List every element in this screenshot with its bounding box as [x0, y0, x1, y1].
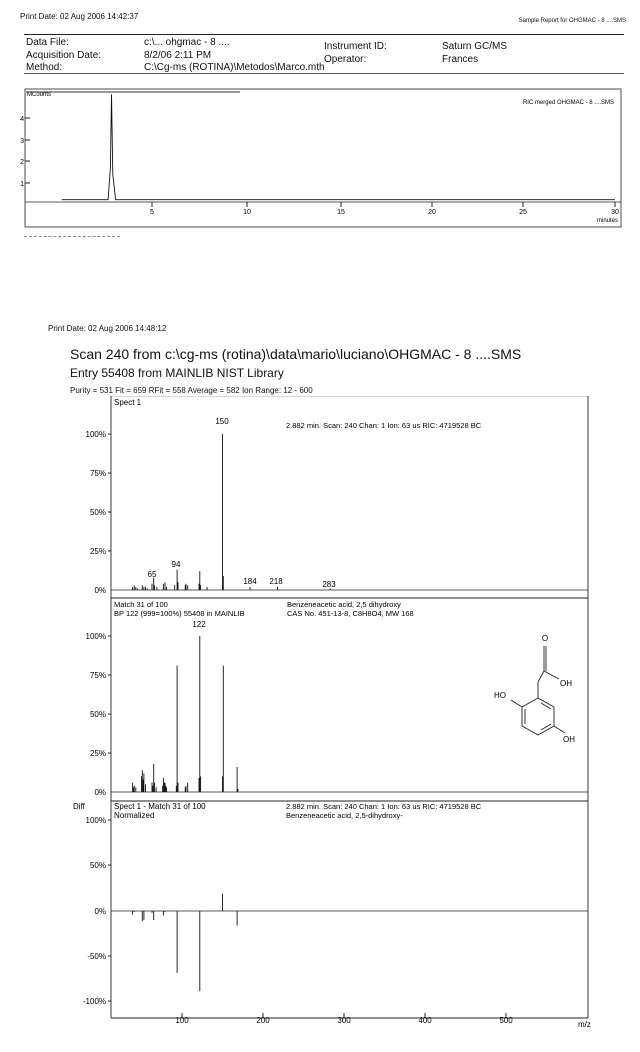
p1-peak-65: 65: [147, 570, 157, 579]
p2-y-75: 75%: [89, 671, 106, 680]
match-stats: Purity = 531 Fit = 659 RFit = 558 Average = 582 Ion Range: 12 - 600: [70, 386, 313, 395]
x-tick-30: 30: [611, 209, 619, 216]
print-date-2: Print Date: 02 Aug 2006 14:48:12: [48, 324, 167, 333]
x-tick-200: 200: [256, 1016, 270, 1025]
p1-peak-184: 184: [243, 577, 257, 586]
data-file-value: c:\... ohgmac - 8 ....: [144, 37, 230, 48]
p2-peak-122: 122: [192, 620, 206, 629]
chromatogram-y-unit: MCounts: [27, 92, 52, 98]
panel2-y-axis: [86, 632, 111, 797]
struct-oh-ring: OH: [563, 735, 575, 744]
header-rule-top: [24, 34, 624, 35]
footer-mark: [24, 236, 120, 238]
p1-peak-218: 218: [269, 577, 283, 586]
p2-y-25: 25%: [89, 749, 106, 758]
instrument-value: Saturn GC/MS: [442, 41, 508, 52]
panel3-compound: Benzeneacetic acid, 2,5-dihydroxy-: [286, 811, 403, 820]
chromatogram-legend: RIC merged OHGMAC - 8 ....SMS: [522, 100, 614, 106]
x-tick-500: 500: [499, 1016, 513, 1025]
x-unit-mz: m/z: [578, 1020, 591, 1029]
panel3-scan-info: 2.882 min. Scan: 240 Chan: 1 Ion: 63 us RIC: 4719528 BC: [286, 802, 482, 811]
panel3-label1: Spect 1 - Match 31 of 100: [114, 802, 206, 811]
chromatogram-x-unit: minutes: [596, 218, 618, 224]
p3-y-100: 100%: [85, 816, 106, 825]
panel3-y-axis: [83, 816, 111, 1006]
method-value: C:\Cg-ms (ROTINA)\Metodos\Marco.mth: [144, 62, 325, 73]
spectra-panels: [70, 396, 592, 1036]
method-label: Method:: [26, 62, 63, 73]
panel1-scan-info: 2.882 min. Scan: 240 Chan: 1 Ion: 63 us RIC: 4719528 BC: [286, 421, 482, 430]
x-tick-25: 25: [519, 209, 527, 216]
panel1-label: Spect 1: [114, 398, 142, 407]
x-tick-100: 100: [175, 1016, 189, 1025]
p3-y-50: 50%: [89, 861, 106, 870]
p1-y-75: 75%: [89, 469, 106, 478]
operator-label: Operator:: [324, 54, 367, 65]
x-tick-15: 15: [337, 209, 345, 216]
chromatogram-x-ticks: [150, 202, 619, 216]
p3-y-0: 0%: [94, 907, 106, 916]
acq-date-value: 8/2/06 2:11 PM: [144, 50, 212, 61]
acq-date-label: Acquisition Date:: [26, 50, 102, 61]
struct-ho: HO: [494, 691, 506, 700]
p2-y-100: 100%: [85, 632, 106, 641]
panel3-bars: [133, 894, 238, 991]
molecule-structure: [511, 646, 565, 735]
p1-peak-94: 94: [171, 560, 181, 569]
struct-o: O: [541, 634, 549, 643]
panel3-diff: Diff: [73, 802, 85, 811]
p1-y-50: 50%: [89, 508, 106, 517]
panel2-match: Match 31 of 100: [114, 600, 168, 609]
chromatogram-trace: [62, 94, 615, 199]
struct-oh-acid: OH: [560, 679, 572, 688]
panel2-bp: BP 122 (999=100%) 55408 in MAINLIB: [114, 609, 245, 618]
panel1-bars: [133, 434, 331, 590]
p1-peak-150: 150: [215, 417, 229, 426]
panel2-cas: CAS No. 451-13-8, C8H8O4, MW 168: [287, 609, 414, 618]
panel2-compound: Benzeneacetic acid, 2,5 dihydroxy: [287, 600, 401, 609]
x-tick-400: 400: [418, 1016, 432, 1025]
y-tick-2: 2: [20, 159, 24, 166]
instrument-label: Instrument ID:: [324, 41, 387, 52]
p1-y-0: 0%: [94, 586, 106, 595]
p1-y-100: 100%: [85, 430, 106, 439]
data-file-label: Data File:: [26, 37, 69, 48]
scan-title: Scan 240 from c:\cg-ms (rotina)\data\mario\luciano\OHGMAC - 8 ....SMS: [70, 346, 522, 362]
operator-value: Frances: [442, 54, 479, 63]
panel1-y-axis: [86, 430, 111, 595]
y-tick-3: 3: [20, 138, 24, 145]
header-rule-bottom: [24, 73, 624, 74]
print-date-1: Print Date: 02 Aug 2006 14:42:37: [20, 12, 139, 21]
chromatogram: [20, 86, 625, 236]
p1-peak-283: 283: [322, 580, 336, 589]
x-tick-300: 300: [337, 1016, 351, 1025]
p3-y-neg100: -100%: [82, 997, 106, 1006]
y-tick-4: 4: [20, 116, 24, 123]
x-tick-20: 20: [428, 209, 436, 216]
p2-y-50: 50%: [89, 710, 106, 719]
panel2-bars: [133, 636, 238, 792]
library-entry: Entry 55408 from MAINLIB NIST Library: [70, 366, 284, 380]
p2-y-0: 0%: [94, 788, 106, 797]
x-tick-5: 5: [150, 209, 154, 216]
y-tick-1: 1: [20, 181, 24, 188]
p1-y-25: 25%: [89, 547, 106, 556]
sample-report-title: Sample Report for OHGMAC - 8 ....SMS: [518, 18, 626, 24]
panel3-x-axis: [175, 1013, 513, 1025]
p3-y-neg50: -50%: [87, 952, 106, 961]
x-tick-10: 10: [243, 209, 251, 216]
panel3-label2: Normalized: [114, 811, 155, 820]
